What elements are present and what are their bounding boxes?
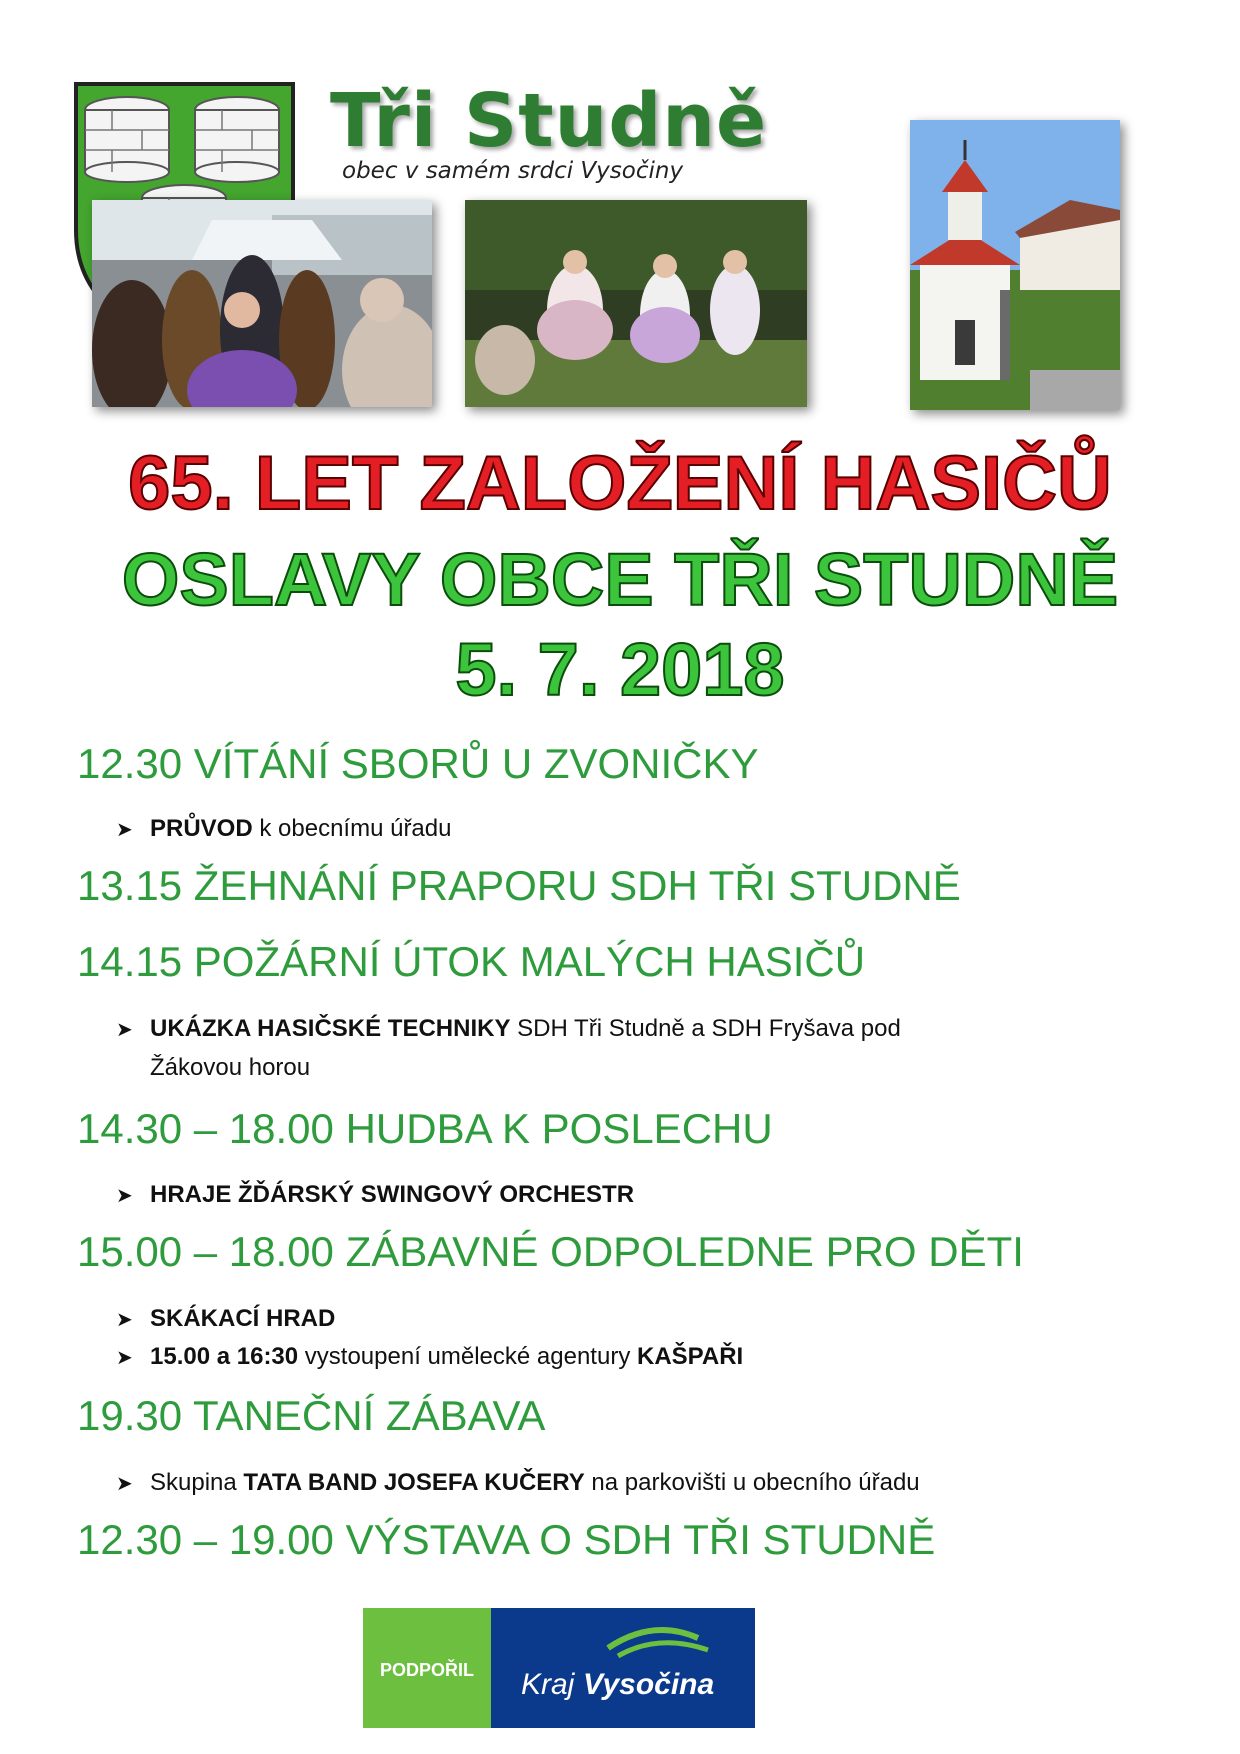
arrowhead-bullet-icon: ➤ (116, 1185, 133, 1207)
program-item-6-bullet (116, 1464, 920, 1503)
arrowhead-bullet-icon: ➤ (116, 819, 133, 841)
program-item-3-bullet (116, 1010, 901, 1087)
program-item-2: 13.15 ŽEHNÁNÍ PRAPORU SDH TŘI STUDNĚ (77, 862, 961, 909)
sponsor-kraj: Kraj (521, 1668, 575, 1701)
photo-costumed-group (92, 200, 432, 407)
arrowhead-bullet-icon: ➤ (116, 1347, 133, 1369)
program-item-5-bullet-1 (116, 1300, 335, 1339)
sponsor-label: PODPOŘIL (379, 1660, 475, 1680)
arrowhead-bullet-icon: ➤ (116, 1473, 133, 1495)
sponsor-region: Vysočina (583, 1668, 715, 1701)
program-item-3: 14.15 POŽÁRNÍ ÚTOK MALÝCH HASIČŮ (77, 938, 866, 985)
program-item-1-bullet (116, 810, 451, 849)
bullet-continuation: Žákovou horou (150, 1054, 311, 1081)
program-item-5: 15.00 – 18.00 ZÁBAVNÉ ODPOLEDNE PRO DĚTI (77, 1228, 1024, 1275)
sponsor-logo (363, 1608, 755, 1728)
program-item-7: 12.30 – 19.00 VÝSTAVA O SDH TŘI STUDNĚ (77, 1516, 936, 1563)
bullet-bold: UKÁZKA HASIČSKÉ TECHNIKY (150, 1015, 511, 1042)
program-item-4-bullet (116, 1176, 634, 1215)
bullet-text: Skupina (150, 1469, 244, 1496)
bullet-text: k obecnímu úřadu (252, 815, 452, 842)
bullet-text: SDH Tři Studně a SDH Fryšava pod (510, 1015, 901, 1042)
bullet-text: vystoupení umělecké agentury (298, 1343, 637, 1370)
headline-anniversary: 65. LET ZALOŽENÍ HASIČŮ (128, 441, 1112, 526)
bullet-bold: HRAJE ŽĎÁRSKÝ SWINGOVÝ ORCHESTR (150, 1181, 635, 1208)
program-item-4: 14.30 – 18.00 HUDBA K POSLECHU (77, 1105, 773, 1152)
village-name: Tři Studně (330, 78, 768, 164)
arrowhead-bullet-icon: ➤ (116, 1019, 133, 1041)
arrowhead-bullet-icon: ➤ (116, 1309, 133, 1331)
village-tagline: obec v samém srdci Vysočiny (342, 158, 684, 184)
photo-chapel (910, 120, 1120, 410)
headline-date: 5. 7. 2018 (455, 628, 785, 711)
program-item-5-bullet-2 (116, 1338, 743, 1377)
headline-celebration: OSLAVY OBCE TŘI STUDNĚ (121, 538, 1119, 621)
program-item-1: 12.30 VÍTÁNÍ SBORŮ U ZVONIČKY (77, 740, 759, 787)
bullet-bold: TATA BAND JOSEFA KUČERY (243, 1469, 585, 1496)
bullet-bold: 15.00 a 16:30 (150, 1343, 299, 1370)
bullet-bold: SKÁKACÍ HRAD (150, 1305, 336, 1332)
bullet-bold: PRŮVOD (150, 815, 253, 842)
bullet-bold: KAŠPAŘI (636, 1343, 744, 1370)
program-item-6: 19.30 TANEČNÍ ZÁBAVA (77, 1392, 546, 1439)
photo-folk-dancers (465, 200, 807, 407)
bullet-text: na parkovišti u obecního úřadu (584, 1469, 920, 1496)
